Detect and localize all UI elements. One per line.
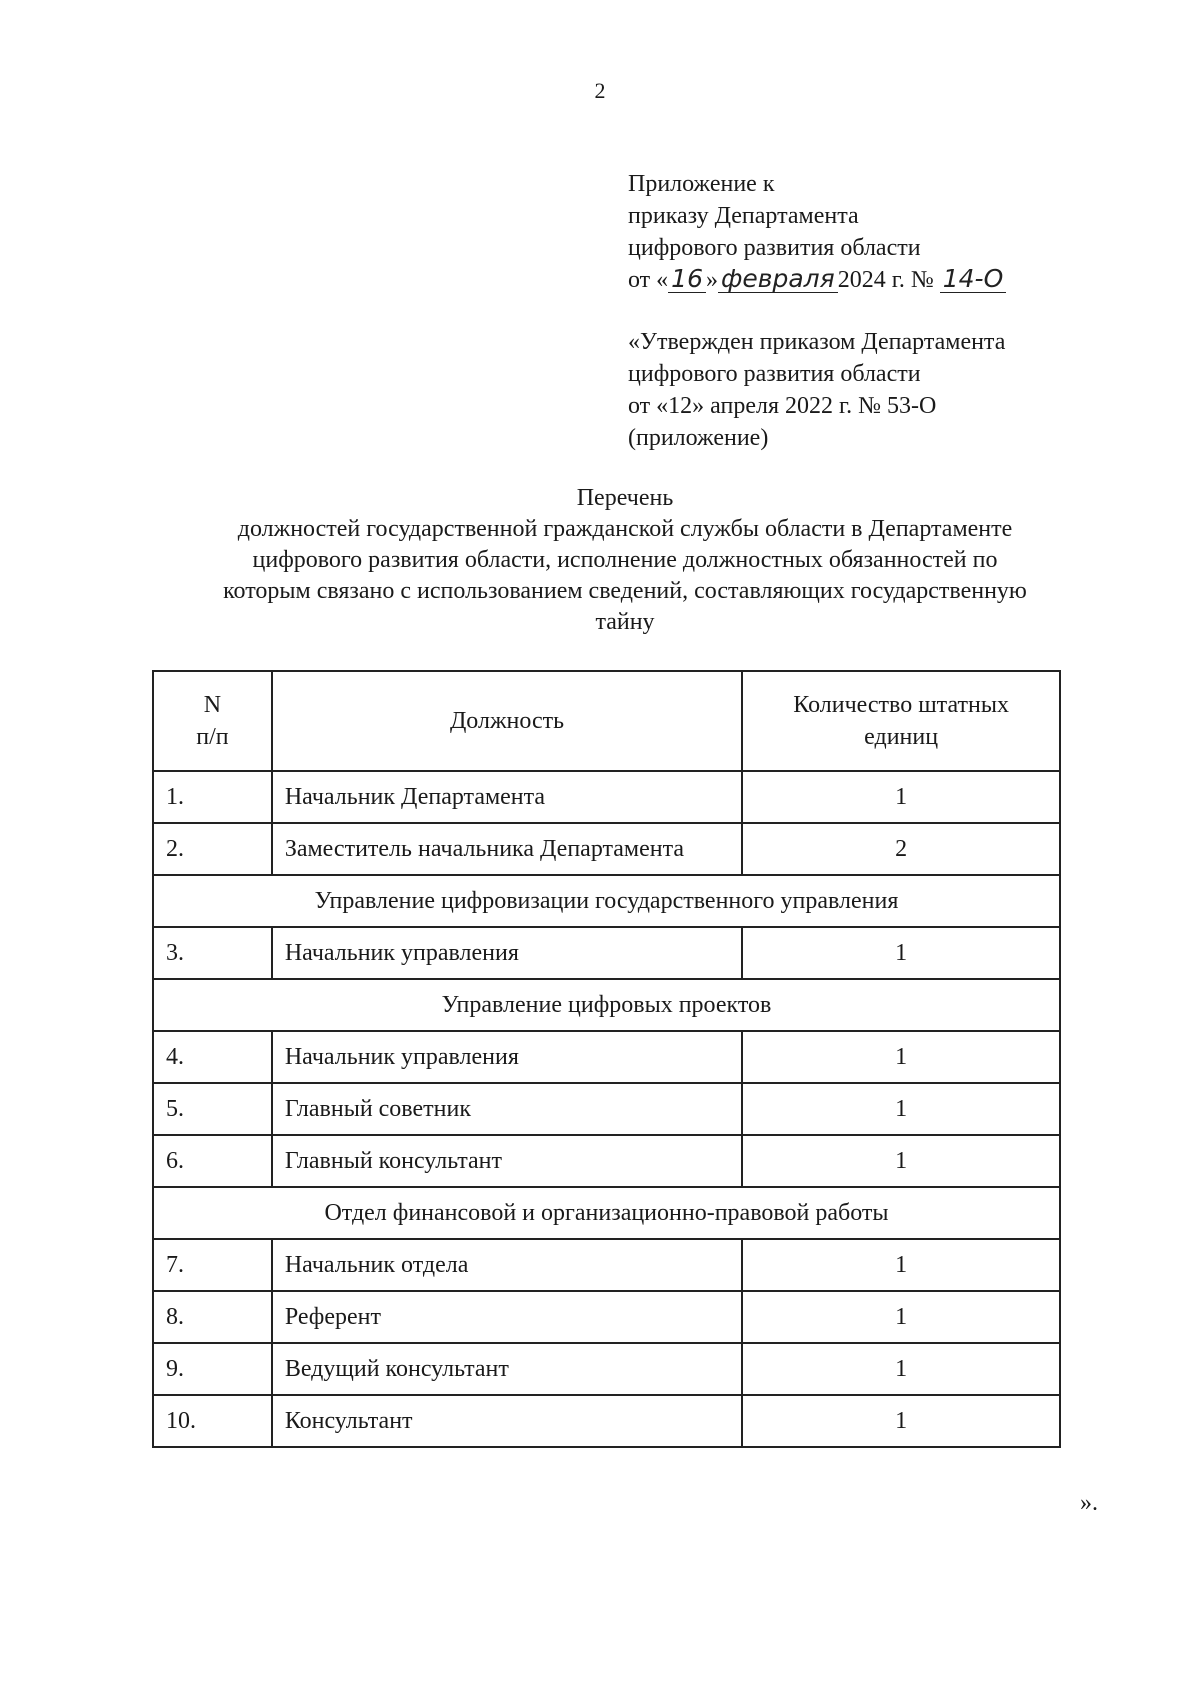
positions-table bbox=[152, 670, 1061, 1448]
handwritten-month: февраля bbox=[718, 266, 838, 293]
section-title: Отдел финансовой и организационно-правовой работы bbox=[153, 1187, 1060, 1239]
row-position: Заместитель начальника Департамента bbox=[272, 823, 742, 875]
appendix-block bbox=[628, 168, 1006, 296]
page-number: 2 bbox=[594, 78, 606, 103]
table-row bbox=[153, 1239, 1060, 1291]
row-count: 1 bbox=[742, 1343, 1060, 1395]
closing-quote-mark: ». bbox=[1080, 1490, 1098, 1516]
row-number: 7. bbox=[153, 1239, 272, 1291]
section-title: Управление цифровизации государственного управления bbox=[153, 875, 1060, 927]
document-title bbox=[150, 483, 1100, 638]
row-number: 5. bbox=[153, 1083, 272, 1135]
appendix-date-line bbox=[628, 264, 1006, 296]
row-number: 8. bbox=[153, 1291, 272, 1343]
row-count: 1 bbox=[742, 1239, 1060, 1291]
row-position: Главный консультант bbox=[272, 1135, 742, 1187]
row-count: 1 bbox=[742, 1395, 1060, 1447]
header-count: Количество штатных единиц bbox=[742, 671, 1060, 771]
row-number: 10. bbox=[153, 1395, 272, 1447]
date-mid: » bbox=[705, 267, 718, 293]
row-position: Начальник управления bbox=[272, 1031, 742, 1083]
row-number: 1. bbox=[153, 771, 272, 823]
approved-line-3: от «12» апреля 2022 г. № 53-О bbox=[628, 393, 937, 419]
section-title: Управление цифровых проектов bbox=[153, 979, 1060, 1031]
approved-line-2: цифрового развития области bbox=[628, 361, 921, 387]
handwritten-order-number: 14-О bbox=[940, 266, 1007, 293]
table-row bbox=[153, 1031, 1060, 1083]
title-line-3: которым связано с использованием сведений, составляющих государственную bbox=[223, 578, 1027, 604]
row-position: Начальник управления bbox=[272, 927, 742, 979]
row-count: 1 bbox=[742, 1135, 1060, 1187]
approved-line-4: (приложение) bbox=[628, 425, 769, 451]
row-position: Консультант bbox=[272, 1395, 742, 1447]
handwritten-day: 16 bbox=[668, 266, 706, 293]
row-count: 2 bbox=[742, 823, 1060, 875]
header-position: Должность bbox=[272, 671, 742, 771]
row-position: Начальник Департамента bbox=[272, 771, 742, 823]
appendix-line-3: цифрового развития области bbox=[628, 235, 921, 261]
row-position: Начальник отдела bbox=[272, 1239, 742, 1291]
row-number: 2. bbox=[153, 823, 272, 875]
header-number: N п/п bbox=[153, 671, 272, 771]
appendix-line-2: приказу Департамента bbox=[628, 203, 859, 229]
approved-block bbox=[628, 326, 1005, 454]
table-row bbox=[153, 771, 1060, 823]
date-year: 2024 г. № bbox=[837, 267, 934, 293]
row-position: Главный советник bbox=[272, 1083, 742, 1135]
table-row bbox=[153, 1395, 1060, 1447]
row-position: Референт bbox=[272, 1291, 742, 1343]
row-count: 1 bbox=[742, 1083, 1060, 1135]
table-row bbox=[153, 1135, 1060, 1187]
approved-line-1: «Утвержден приказом Департамента bbox=[628, 329, 1006, 355]
date-prefix: от « bbox=[628, 267, 669, 293]
row-count: 1 bbox=[742, 771, 1060, 823]
section-row bbox=[153, 1187, 1060, 1239]
title-line-1: должностей государственной гражданской службы области в Департаменте bbox=[237, 516, 1013, 542]
table-row bbox=[153, 1343, 1060, 1395]
table-row bbox=[153, 823, 1060, 875]
row-number: 6. bbox=[153, 1135, 272, 1187]
table-header-row bbox=[153, 671, 1060, 771]
row-number: 4. bbox=[153, 1031, 272, 1083]
row-count: 1 bbox=[742, 927, 1060, 979]
row-number: 9. bbox=[153, 1343, 272, 1395]
row-count: 1 bbox=[742, 1031, 1060, 1083]
row-count: 1 bbox=[742, 1291, 1060, 1343]
appendix-line-1: Приложение к bbox=[628, 171, 775, 197]
table-row bbox=[153, 927, 1060, 979]
table-row bbox=[153, 1291, 1060, 1343]
title-line-4: тайну bbox=[595, 609, 655, 635]
title-heading: Перечень bbox=[576, 485, 674, 511]
section-row bbox=[153, 979, 1060, 1031]
table-row bbox=[153, 1083, 1060, 1135]
row-position: Ведущий консультант bbox=[272, 1343, 742, 1395]
title-line-2: цифрового развития области, исполнение должностных обязанностей по bbox=[252, 547, 998, 573]
section-row bbox=[153, 875, 1060, 927]
row-number: 3. bbox=[153, 927, 272, 979]
